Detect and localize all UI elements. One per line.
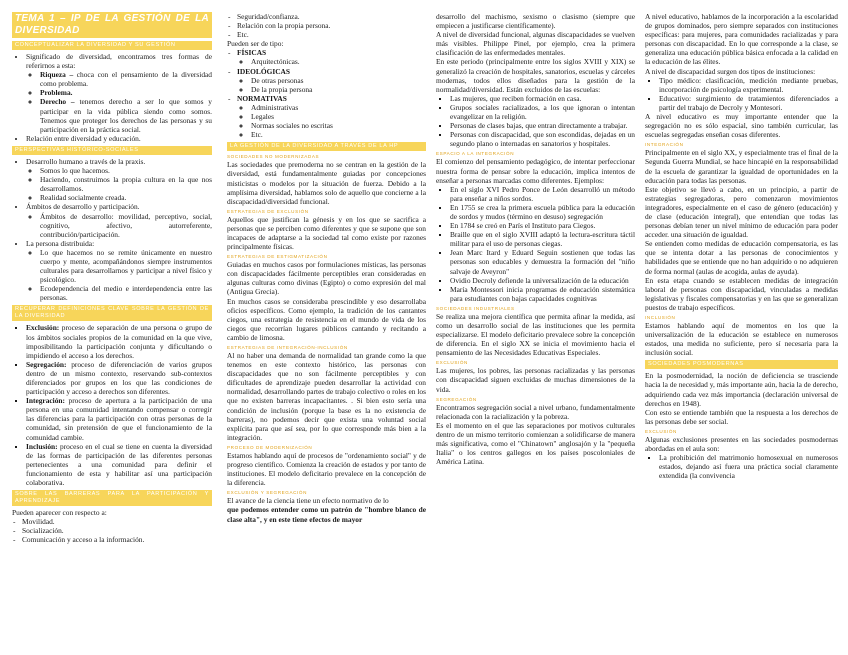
subheading: SOCIEDADES NO MODERNIZADAS [227, 154, 320, 160]
list-item: • Relación entre diversidad y educación. [26, 134, 212, 143]
list-item: ▪ Educativo: surgimiento de tratamientos diferenciados a partir del trabajo de Decroly y Montesori. [659, 94, 838, 112]
paragraph: Estamos hablando aquí de momentos en los que la universalización de la educación se establece en numerosos estados, una medida no suficiente, pero sí necesaria para la inclusión social. [645, 321, 838, 358]
paragraph: Aquellos que justifican la génesis y en los que se sacrifica a personas que se perciben como diferentes y que se supone que son incapaces de adaptarse a la sociedad tal como existe por razones principalmente físicas. [227, 214, 426, 252]
list-item: ▪ Segregación: proceso de diferenciación de varios grupos dentro de un mismo contexto, reservando sub-contextos diferenciados por grupos en los que las condiciones de participación y acceso a derechos son diferentes. [26, 360, 212, 396]
list-item: ◦ Ecodependencia del medio e interdependencia entre las personas. [40, 284, 212, 302]
definitions-list [12, 323, 212, 487]
list-item: - Relación con la propia persona. [237, 21, 426, 30]
paragraph: Es el momento en el que las separaciones por motivos culturales dentro de un mismo territorio comienzan a solidificarse de manera más significativa, como el "Chinatown" anglosajón y la "pequeña Italia" o los centros gallegos en los países poscoloniales de América Latina. [436, 420, 635, 467]
list-item: ◦ Lo que hacemos no se remite únicamente en nuestro cuerpo y mente, acompañándonos siempre instrumentos culturales para desarrollarnos y participar a nivel físico y psicológico. [40, 248, 212, 284]
list-item: ◦ Riqueza – choca con el pensamiento de la diversidad como problema. [40, 70, 212, 88]
paragraph: Al no haber una demanda de normalidad tan grande como la que tenemos en este contexto histórico, las personas con discapacidades que no son fácilmente perceptibles y con dificultades de aprendizaje pueden desarrollar la actividad con normalidad, desarrollando partes de trabajo colectivo o roles en los que no existen barreras incapacitantes. . Si bien esto sería una condición de inclusión (porque la base es la no existencia de barreras), no podemos decir que exista una voluntad social explícita para que así sea, por lo que corresponde más bien a la integración. [227, 351, 426, 442]
subheading: EXCLUSIÓN Y SEGREGACIÓN [227, 490, 308, 496]
section-header-perspectives: PERSPECTIVAS HISTÓRICO-SOCIALES [12, 146, 212, 155]
list-item: ▪ Grupos sociales racializados, a los que ignoran o intentan evangelizar en la religión. [450, 103, 635, 121]
paragraph: En este periodo (principalmente entre los siglos XVIII y XIX) se generalizó la creación de hospitales, sanatorios, escuelas y cárceles modernas, todos ellos diseñados para la gestión de la normalidad/diversidad. Están excluidos de las escuelas: [436, 57, 635, 94]
list-item: - Seguridad/confianza. [237, 12, 426, 21]
list-item: ▪ En 1755 se crea la primera escuela pública para la educación de sordos y mudos (término en desuso) segregación [450, 203, 635, 221]
paragraph: Pueden aparecer con respecto a: [12, 508, 107, 518]
list-item: ◦ De otras personas [251, 76, 426, 85]
paragraph: En esta etapa cuando se establecen medidas de integración laboral de personas con discapacidad, vinculadas a medidas legislativas y fiscales compensatorias y en las que se generalizan puestos de trabajo específicos. [645, 275, 838, 312]
subheading: PROCESO DE MODERNIZACIÓN [227, 444, 313, 450]
list-item: ▪ Inclusión: proceso en el cual se tiene en cuenta la diversidad de las formas de participación de las diferentes personas pertenecientes a una comunidad para definir el funcionamiento de esta y habilitar así una participación colaborativa. [26, 442, 212, 487]
list-item: • Ámbitos de desarrollo y participación. ◦ Ámbitos de desarrollo: movilidad, perceptivo, social, cognitivo, afectivo, autorreferente, contribución/participación. [26, 202, 212, 238]
list-item: ▪ María Montessori inicia programas de educación sistemática para estudiantes con bajas capacidades cognitivas [450, 285, 635, 303]
paragraph: Pueden ser de tipo: [227, 39, 284, 49]
list-item: • Desarrollo humano a través de la praxis. ◦ Somos lo que hacemos. ◦ Haciendo, construimos la propia cultura en la que nos desarrollamos. ◦ Realidad socialmente creada. [26, 157, 212, 202]
list-item: - FÍSICAS ◦ Arquitectónicas. [237, 48, 426, 66]
subheading: SOCIEDADES INDUSTRIALES [436, 305, 515, 311]
paragraph: En muchos casos se consideraba prescindible y eso desarrollaba oficios específicos. Como ejemplo, la tradición de los cantantes ciegos, una estrategia de resistencia en el mundo de vida de los ciegos que recorrían lugares públicos cantando y recitando a cambio de limosna. [227, 296, 426, 342]
list-item: ▪ Las mujeres, que reciben formación en casa. [450, 94, 635, 103]
list-item: • La persona distribuida: ◦ Lo que hacemos no se remite únicamente en nuestro cuerpo y mente, acompañándonos siempre instrumentos culturales para desarrollarnos y participar a nivel físico y psicológico. ◦ Ecodependencia del medio e interdependencia entre las personas. [26, 239, 212, 303]
list-item: ▪ Ovidio Decroly defiende la universalización de la educación [450, 276, 635, 285]
list-item: ◦ Ámbitos de desarrollo: movilidad, perceptivo, social, cognitivo, afectivo, autorreferente, contribución/participación. [40, 212, 212, 239]
paragraph: A nivel educativo, hablamos de la incorporación a la escolaridad de grupos dominados, pero siempre separados con instituciones específicas: para mujeres, para comunidades racializadas y para personas con discapacidad. En lo que corresponde a la clase, se generaliza una educación pública básica enfocada a la calidad en la educación de las élites. [645, 12, 838, 67]
section-header-definitions: RECUPERAR DEFINICIONES CLAVE SOBRE LA GESTIÓN DE LA DIVERSIDAD [12, 305, 212, 321]
paragraph: El comienzo del pensamiento pedagógico, de intentar perfeccionar nuestra forma de pensar sobre la educación, implica intentos de enseñar a personas marcadas como diferentes. Ejemplos: [436, 157, 635, 185]
list-item: ▪ Braille que en el siglo XVIII adaptó la lectura-escritura táctil militar para el uso de personas ciegas. [450, 230, 635, 248]
exclusions-list [645, 453, 838, 480]
subheading: INCLUSIÓN [645, 315, 676, 320]
paragraph: Guiadas en muchos casos por formulaciones místicas, las personas con discapacidades fácilmente perceptibles eran consideradas en algunas culturas como divinas (Egipto) o como expresión del mal (Antigua Grecia). [227, 260, 426, 297]
list-item: ◦ Etc. [251, 130, 426, 139]
paragraph: que podemos entender como un patrón de "hombre blanco de clase alta", y en este tiene efectos de mayor [227, 505, 426, 524]
subheading: EXCLUSIÓN [436, 360, 468, 366]
section-header-postmodern: SOCIEDADES POSMODERNAS [645, 360, 838, 369]
list-item: ◦ Legales [251, 112, 426, 121]
list-item: ◦ Haciendo, construimos la propia cultura en la que nos desarrollamos. [40, 175, 212, 193]
list-item: - IDEOLÓGICAS ◦ De otras personas ◦ De la propia persona [237, 67, 426, 94]
paragraph: El avance de la ciencia tiene un efecto normativo de lo [227, 496, 389, 506]
list-item: ◦ Somos lo que hacemos. [40, 166, 212, 175]
list-item: ▪ La prohibición del matrimonio homosexual en numerosos estados, dejando así fuera una práctica social claramente extendida (la convivencia [659, 453, 838, 480]
list-item: ◦ Administrativas [251, 103, 426, 112]
section-header-concept: CONCEPTUALIZAR LA DIVERSIDAD Y SU GESTIÓN [12, 41, 212, 50]
list-item: ◦ Derecho – tenemos derecho a ser lo que somos y participar en la vida pública siendo como somos. Tenemos que proteger los derechos de las personas y su participación en la práctica social. [40, 97, 212, 133]
paragraph: A nivel de discapacidad surgen dos tipos de instituciones: [645, 66, 816, 76]
list-item: ▪ Jean Marc Itard y Eduard Seguin sostienen que todas las personas son educables y demuestra la formación del "niño salvaje de Aveyron" [450, 248, 635, 275]
paragraph: Principalmente en el siglo XX, y especialmente tras el final de la Segunda Guerra Mundial, se hace hincapié en la responsabilidad de la escuela de garantizar la igualdad de oportunidades en la educación para todas las personas. [645, 148, 838, 185]
subheading: ESTRATEGIAS DE INTEGRACIÓN-INCLUSIÓN [227, 345, 348, 350]
list-item: - Movilidad. [22, 517, 212, 526]
list-item: - NORMATIVAS ◦ Administrativas ◦ Legales ◦ Normas sociales no escritas ◦ Etc. [237, 94, 426, 139]
barriers-list [12, 517, 212, 544]
list-item: - Comunicación y acceso a la información. [22, 535, 212, 544]
list-item: - Etc. [237, 30, 426, 39]
list-item: ▪ En el siglo XVI Pedro Ponce de León desarrolló un método para enseñar a niños sordos. [450, 185, 635, 203]
column-4 [645, 12, 838, 652]
column-2 [227, 12, 426, 652]
paragraph: A nivel educativo es muy importante entender que la segregación no es sólo espacial, sino también curricular, las escuelas segregadas enseñan cosas diferentes. [645, 112, 838, 140]
list-item: - Socialización. [22, 526, 212, 535]
paragraph: Las sociedades que premoderna no se centran en la gestión de la diversidad, está fundamentalmente guiadas por concepciones misticistas o modelos por la situación de fuerza. Debido a la amplísima diversidad, hablamos solo de aquello que concierne a la discapacidad/diversidad funcional. [227, 160, 426, 206]
column-3 [436, 12, 635, 652]
list-item: • Significado de diversidad, encontramos tres formas de referirnos a esta: ◦ Riqueza – choca con el pensamiento de la diversidad como problema. ◦ Problema. ◦ Derecho – tenemos derecho a ser lo que somos y participar en la vida pública siendo como somos. Tenemos que proteger los derechos de las personas y su participación en la práctica social. [26, 52, 212, 134]
list-item: ◦ Problema. [40, 88, 212, 97]
list-item: ◦ Arquitectónicas. [251, 57, 426, 66]
list-item: ▪ Exclusión: proceso de separación de una persona o grupo de los ámbitos sociales propios de la comunidad en la que vive, imposibilitando la participación conjunta y dificultando o impidiendo el acceso a los derechos. [26, 323, 212, 359]
paragraph: A nivel de diversidad funcional, algunas discapacidades se vuelven más visibles. Philippe Pinel, por ejemplo, crea la primera clasificación de las enfermedades mentales. [436, 30, 635, 58]
institutions-list [645, 76, 838, 112]
paragraph: Encontramos segregación social a nivel urbano, fundamentalmente relacionada con la racialización y la pobreza. [436, 402, 635, 421]
subheading: ESTRATEGIAS DE ESTIGMATIZACIÓN [227, 254, 328, 260]
examples-list [436, 185, 635, 303]
paragraph: Se realiza una mejora científica que permita afinar la medida, así como un desarrollo social de las instituciones que les permita especializarse. El modelo deficitario prevalece sobre la concepción de diferencia. En el siglo XX se inicia el movimiento hacia el pensamiento de las Necesidades Educativas Especiales. [436, 311, 635, 358]
list-item: ◦ De la propia persona [251, 85, 426, 94]
subheading: EXCLUSIÓN [645, 428, 677, 434]
subheading: SEGREGACIÓN [436, 396, 477, 402]
paragraph: Algunas exclusiones presentes en las sociedades posmodernas abordadas en el aula son: [645, 434, 838, 454]
section-header-management: LA GESTIÓN DE LA DIVERSIDAD A TRAVÉS DE LA HP [227, 142, 426, 151]
perspectives-list [12, 157, 212, 303]
excluded-list [436, 94, 635, 149]
list-item: ▪ En 1784 se creó en París el Instituto para Ciegos. [450, 221, 635, 230]
barriers-list-continued [227, 12, 426, 39]
paragraph: Se entienden como medidas de educación compensatoria, es las que se intenta dotar a las personas de conocimientos y habilidades que se entiende que no han adquirido o no adquieren de forma normal (aulas de acogida, aulas de ayuda). [645, 239, 838, 276]
list-item: ◦ Realidad socialmente creada. [40, 193, 212, 202]
paragraph: desarrollo del machismo, sexismo o clasismo (siempre que empiecen a justificarse científicamente). [436, 12, 635, 31]
list-item: ▪ Tipo médico: clasificación, medición mediante pruebas, incorporación de psicología experimental. [659, 76, 838, 94]
section-header-barriers: SOBRE LAS BARRERAS PARA LA PARTICIPACIÓN Y APRENDIZAJE [12, 490, 212, 506]
paragraph: Este objetivo se llevó a cabo, en un principio, a partir de estrategias segregadoras, pero comenzaron movimientos integradores, especialmente en el caso de género (educación) y de clase (educación integral), que entendían que todas las personas debían tener un nivel mínimo de educación para poder acceder. una situación de igualdad. [645, 184, 838, 240]
subheading: ESTRATEGIAS DE EXCLUSIÓN [227, 208, 309, 214]
list-item: ◦ Normas sociales no escritas [251, 121, 426, 130]
paragraph: En la posmodernidad, la noción de deficiencia se trasciende hacia la de necesidad y, más importante aún, hacia la de derecho, adquiriendo cada vez más importancia (declaración universal de derechos en 1948). [645, 371, 838, 408]
subheading: INTEGRACIÓN [645, 142, 684, 148]
paragraph: Las mujeres, los pobres, las personas racializadas y las personas con discapacidad siguen excluidas de muchas dimensiones de la vida. [436, 366, 635, 394]
column-1 [12, 12, 212, 652]
list-item: ▪ Personas con discapacidad, que son escondidas, dejadas en un segundo plano o internadas en sanatorios y hospitales. [450, 130, 635, 148]
document-title: TEMA 1 – IP DE LA GESTIÓN DE LA DIVERSIDAD [12, 12, 212, 38]
subheading: ESPACIO A LA INTEGRACIÓN [436, 151, 515, 157]
list-item: ▪ Integración: proceso de apertura a la participación de una persona en una comunidad intentando compensar o corregir las diferencias para la participación con otras personas de la comunidad, sin pretensión de que el funcionamiento de la comunidad cambie. [26, 396, 212, 441]
paragraph: Estamos hablando aquí de procesos de "ordenamiento social" y de progreso científico. Comienza la creación de estados y por tanto de instituciones. El modelo deficitario prevalece en la concepción de la diferencia. [227, 450, 426, 488]
concept-list [12, 52, 212, 143]
barrier-types-list [227, 48, 426, 139]
paragraph: Con esto se entiende también que la respuesta a los derechos de las personas debe ser social. [645, 407, 838, 426]
list-item: ▪ Personas de clases bajas, que entran directamente a trabajar. [450, 121, 635, 130]
